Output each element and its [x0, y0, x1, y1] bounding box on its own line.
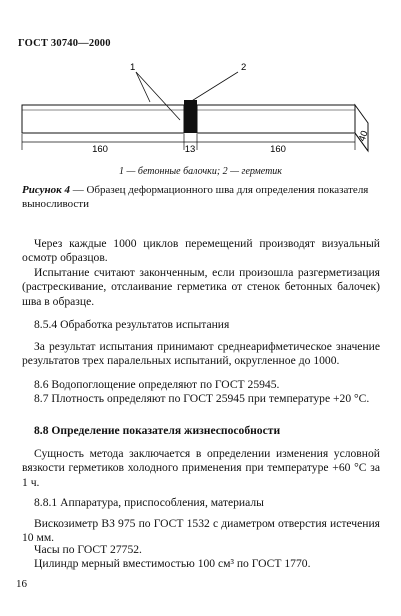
dim-end: 40 — [356, 129, 371, 143]
cylinder-text: Цилиндр мерный вместимостью 100 см³ по ГОСТ 1770. — [34, 557, 311, 570]
caption-text: — Образец деформационного шва для определения показателя выносливости — [22, 184, 369, 210]
section-8-8-heading — [22, 424, 380, 438]
paragraph-cylinder — [22, 557, 380, 571]
dim-joint: 13 — [184, 144, 196, 155]
paragraph-viscometer — [22, 517, 380, 546]
section-8-7 — [22, 392, 380, 406]
specimen-diagram — [0, 55, 401, 165]
paragraph-method — [22, 447, 380, 490]
section-8-5-4-heading — [22, 318, 380, 332]
section-8-8-text: 8.8 Определение показателя жизнеспособности — [34, 424, 281, 437]
left-beam — [22, 105, 184, 133]
sealant-block — [184, 100, 197, 133]
inspection-text: Через каждые 1000 циклов перемещений производят визуальный осмотр образцов. — [22, 237, 380, 265]
section-8-8-1 — [22, 496, 380, 510]
page-number: 16 — [16, 578, 27, 590]
result-text: За результат испытания принимают среднеарифметическое значение результатов трех паралельных испытаний, округленное до 1000. — [22, 340, 380, 368]
completion-text: Испытание считают законченным, если произошла разгерметизация (растрескивание, отслаивание герметика от стенок бетонных балочек) шва в образце. — [22, 266, 380, 308]
paragraph-inspection — [22, 237, 380, 266]
clock-text: Часы по ГОСТ 27752. — [34, 543, 142, 556]
caption-label: Рисунок 4 — [22, 184, 70, 196]
section-8-7-text: 8.7 Плотность определяют по ГОСТ 25945 при температуре +20 °С. — [34, 392, 370, 405]
callout-2-label: 2 — [241, 62, 247, 73]
paragraph-clock — [22, 543, 380, 557]
paragraph-completion — [22, 266, 380, 309]
document-header: ГОСТ 30740—2000 — [18, 38, 111, 49]
viscometer-text: Вискозиметр ВЗ 975 по ГОСТ 1532 с диаметром отверстия истечения 10 мм. — [22, 517, 380, 545]
legend-text: 1 — бетонные балочки; 2 — герметик — [119, 166, 282, 177]
section-8-6 — [22, 378, 380, 392]
paragraph-result — [22, 340, 380, 369]
callout-1-line-b — [136, 72, 150, 102]
figure-caption — [22, 183, 382, 211]
callout-2-line — [190, 72, 238, 102]
section-8-6-text: 8.6 Водопоглощение определяют по ГОСТ 25945. — [34, 378, 280, 391]
figure-legend — [0, 166, 401, 177]
right-beam — [197, 105, 355, 133]
section-8-8-1-text: 8.8.1 Аппаратура, приспособления, материалы — [34, 496, 264, 509]
section-8-5-4-text: 8.5.4 Обработка результатов испытания — [34, 318, 230, 331]
dim-right: 160 — [270, 144, 286, 155]
callout-1-line — [136, 72, 180, 120]
callout-1-label: 1 — [130, 62, 136, 73]
beam-end-face — [355, 105, 368, 151]
method-text: Сущность метода заключается в определении изменения условной вязкости герметиков холодного применения при температуре +60 °С за 1 ч. — [22, 447, 380, 489]
dim-left: 160 — [92, 144, 108, 155]
